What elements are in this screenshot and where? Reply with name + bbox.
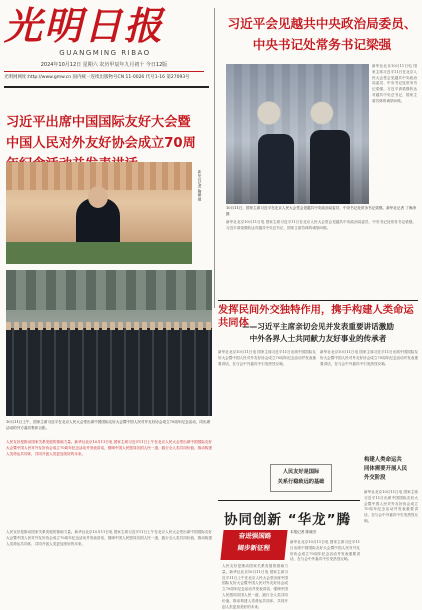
masthead-subtitle: GUANGMING RIBAO (59, 49, 151, 57)
masthead-links: 光明网网址:http://www.gmw.cn 国内统一连续出版物号CN 11-0026 代号1-16 第27093号 (4, 75, 190, 80)
right-column-title-1: 构建人类命运共 (364, 457, 402, 463)
lead-group-caption: 10月11日上午，国家主席习近平在北京人民大会堂出席中国国际友好大会暨中国人民对外友好协会成立70周年纪念活动，同出席活动的外方嘉宾集体合影。 (6, 420, 211, 430)
group-photo-backdrop (6, 270, 212, 310)
lead-body: 人民友好是推动国家关系发展的基础力量。新华社北京10月11日电 国家主席习近平11日上午在北京人民大会堂出席中国国际友好大会暨中国人民对外友好协会成立70周年纪念活动并发表讲话，强调中国人民愿同各国人民一道，践行全人类共同价值，推动构建人类命运共同体，共同开创人类更加美好的未来。 (6, 440, 212, 456)
lead-group-photo (6, 270, 212, 416)
bottom-byline: 本报记者 陈晓芳 (290, 530, 317, 534)
banner-line-1: 奋进强国路 (238, 532, 272, 540)
photo-flowers (6, 242, 192, 264)
group-photo-people (6, 328, 212, 416)
right-column-body: 新华社北京10月11日电 国家主席习近平11日出席中国国际友好大会暨中国人民对外友好协会成立70周年纪念活动并发表重要讲话，在与会中外嘉宾中引发热烈反响。 (364, 490, 418, 523)
masthead-logo: 光明日报 (4, 3, 165, 48)
group-photo-faces (6, 322, 212, 330)
mid-subtitle-1: ——习近平主席亲切会见并发表重要讲话激励 (242, 322, 394, 331)
masthead-date: 2024年10月12日 星期六 农历甲辰年九月初十 今日12版 (40, 62, 168, 68)
masthead-divider (4, 71, 204, 72)
mid-subtitle-2: 中外各界人士共同献力友好事业的传承者 (249, 334, 387, 343)
photo-speaker-head (88, 186, 108, 208)
lead-body-continued: 人民友好是推动国家关系发展的基础力量。新华社北京10月11日电 国家主席习近平11日上午在北京人民大会堂出席中国国际友好大会暨中国人民对外友好协会成立70周年纪念活动并发表讲话，强调中国人民愿同各国人民一道，践行全人类共同价值，推动构建人类命运共同体，共同开创人类更加美好的未来。 (6, 530, 212, 546)
side-box-title-1: 人民友好是国际 (282, 469, 320, 475)
right-column-heading (364, 456, 418, 486)
top-right-photo-caption: 10月11日，国家主席习近平在北京人民大会堂会见越共中央政治局委员、中央书记处常务书记梁强。新华社记者 丁海涛 摄 (226, 206, 416, 216)
right-column-title-3: 外交阶段 (364, 475, 386, 481)
bottom-rule (218, 500, 360, 501)
top-right-body-col: 新华社北京10月11日电 国家主席习近平11日在北京人民大会堂会见越共中央政治局委员、中央书记处常务书记梁强。习近平请梁强转达对越共中央总书记、国家主席苏林的诚挚问候。 (372, 64, 417, 103)
column-divider (214, 8, 215, 308)
mid-body-col-1: 新华社北京10月11日电 国家主席习近平11日出席中国国际友好大会暨中国人民对外友好协会成立70周年纪念活动并发表重要讲话，在与会中外嘉宾中引发热烈反响。 (218, 350, 317, 366)
bottom-body: 新华社北京10月11日电 国家主席习近平11日出席中国国际友好大会暨中国人民对外友好协会成立70周年纪念活动并发表重要讲话，在与会中外嘉宾中引发热烈反响。 (290, 540, 360, 562)
top-right-body: 新华社北京10月11日电 国家主席习近平11日在北京人民大会堂会见越共中央政治局委员、中央书记处常务书记梁强。习近平请梁强转达对越共中央总书记、国家主席苏林的诚挚问候。 (226, 220, 416, 230)
mid-rule (218, 300, 418, 301)
lead-headline: 习近平出席中国国际友好大会暨中国人民对外友好协会成立70周 (6, 115, 196, 151)
right-column-title-2: 同体需要开展人民 (364, 466, 408, 472)
top-right-photo (226, 64, 369, 204)
mid-headline: 发挥民间外交独特作用，携手构建人类命运共同体 (218, 304, 414, 329)
side-box-title-2: 关系行稳致远的基础 (277, 479, 325, 485)
lead-photo-credit: 新华社记者 鞠鹏 摄 (198, 170, 202, 202)
top-right-headline: 习近平会见越共中央政治局委员、中央书记处常务书记梁强 (227, 16, 417, 52)
bottom-body-left: 人民友好是推动国家关系发展的基础力量。新华社北京10月11日电 国家主席习近平11日上午在北京人民大会堂出席中国国际友好大会暨中国人民对外友好协会成立70周年纪念活动并发表讲话，强调中国人民愿同各国人民一道，践行全人类共同价值，推动构建人类命运共同体，共同开创人类更加美好的未来。 (222, 564, 288, 609)
photo-person-right (310, 130, 350, 204)
masthead-rule (4, 86, 209, 88)
banner-line-2: 阔步新征程 (237, 544, 271, 552)
mid-body-col-2: 新华社北京10月11日电 国家主席习近平11日出席中国国际友好大会暨中国人民对外友好协会成立70周年纪念活动并发表重要讲话，在与会中外嘉宾中引发热烈反响。 (320, 350, 419, 366)
bottom-headline: 协同创新 “华龙”腾 (224, 512, 351, 528)
lead-photo (6, 162, 192, 264)
photo-person-left (258, 134, 294, 204)
bottom-banner (220, 530, 287, 560)
side-box (270, 464, 332, 492)
